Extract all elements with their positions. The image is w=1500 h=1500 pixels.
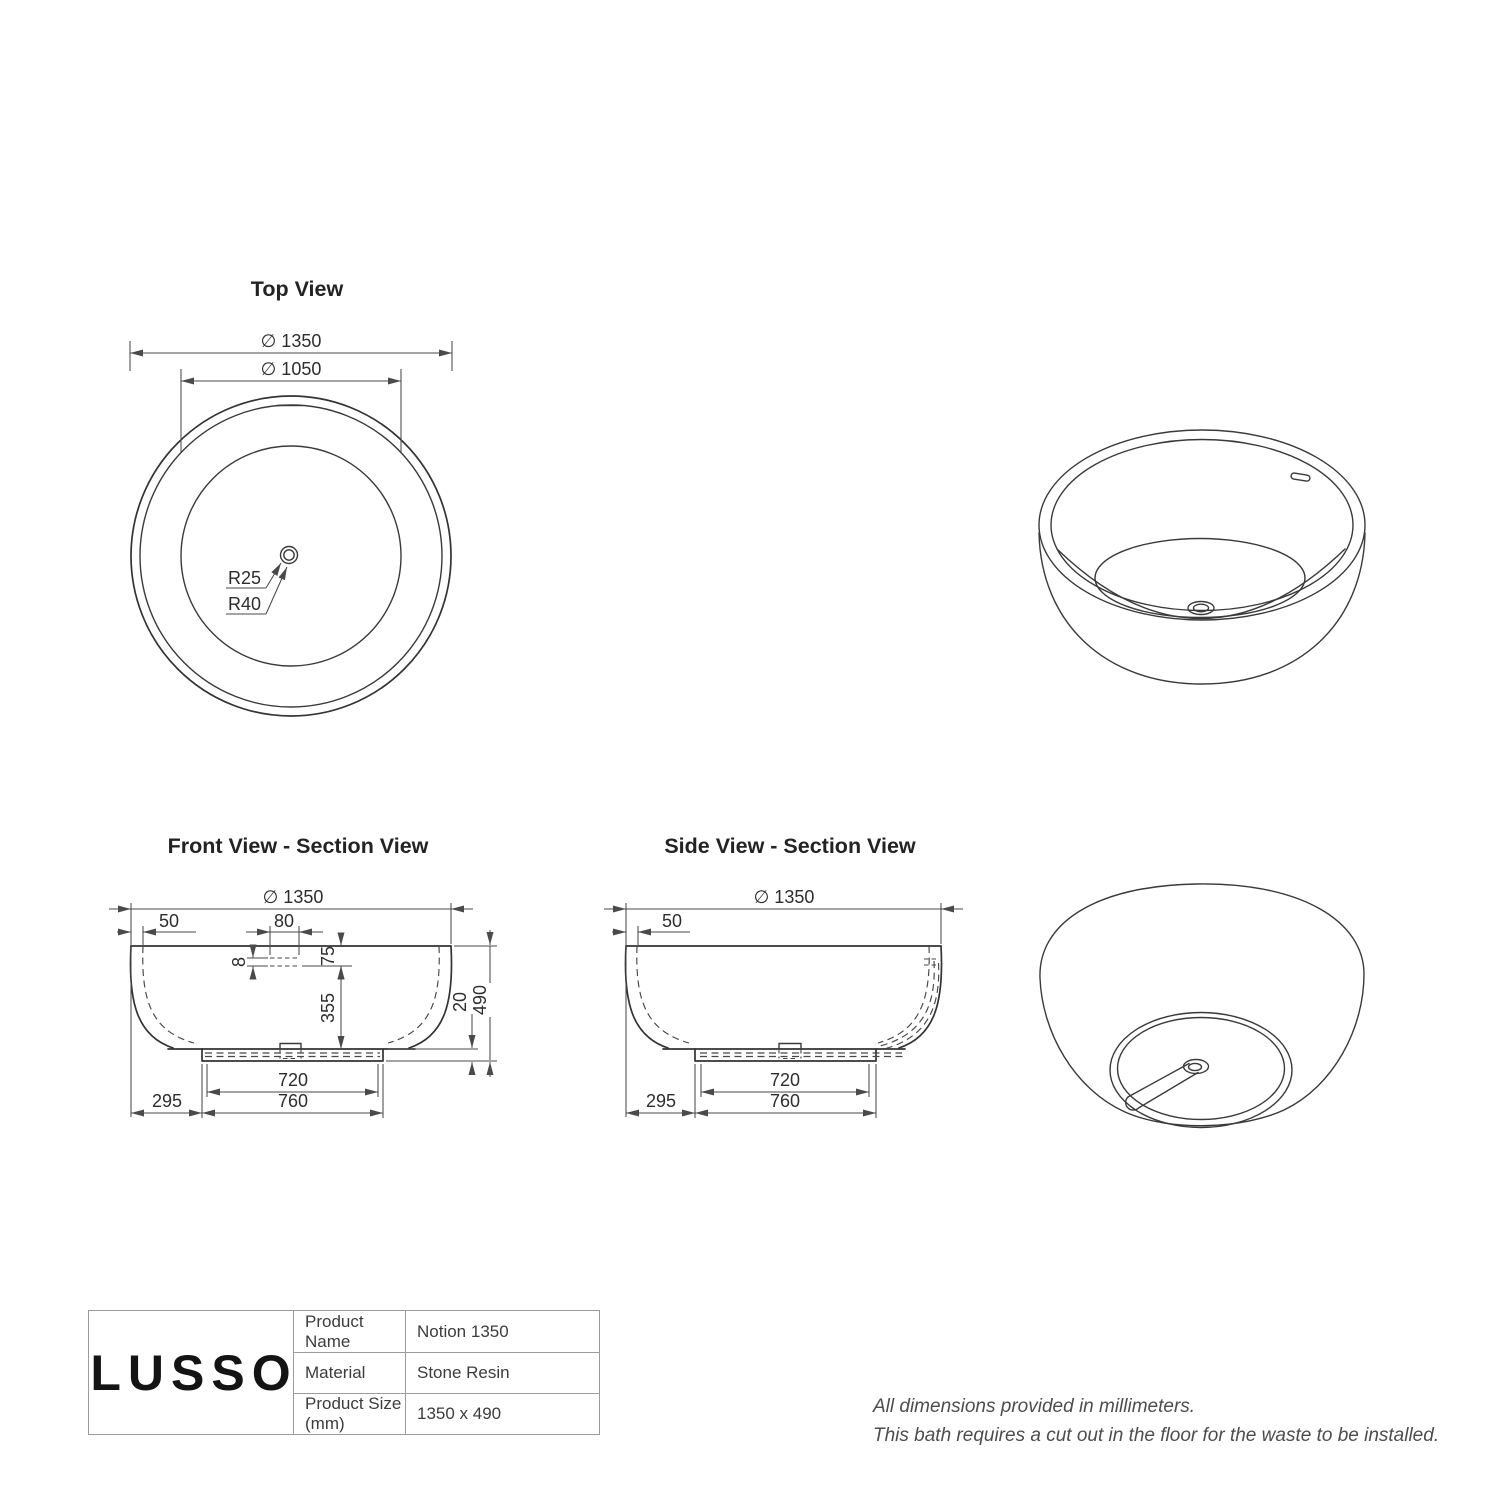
iso-outer-rim <box>1039 430 1365 620</box>
brand-logo: LUSSO <box>90 1344 298 1401</box>
dim-label: 760 <box>769 1091 801 1111</box>
dim-label: 760 <box>277 1091 309 1111</box>
side-left-wall-hidden <box>637 946 689 1043</box>
dim-label: 295 <box>151 1091 183 1111</box>
dim-front-rim <box>117 911 196 945</box>
dim-label: 80 <box>273 911 295 931</box>
note-waste-cutout: This bath requires a cut out in the floor for the waste to be installed. <box>873 1425 1440 1446</box>
iso-floor <box>1095 539 1305 618</box>
dim-label: 355 <box>318 992 338 1024</box>
dim-label: R40 <box>228 594 262 614</box>
dim-front-overflow-height <box>229 945 268 979</box>
iso-base-ring-outer <box>1110 1013 1292 1128</box>
iso-body <box>1039 533 1365 684</box>
top-view-title: Top View <box>250 277 344 301</box>
side-view-title: Side View - Section View <box>664 834 916 858</box>
iso-waste-channel-bottom <box>1139 1073 1199 1109</box>
side-overflow-channel-2 <box>884 963 939 1049</box>
iso-bottom-body <box>1040 884 1364 1126</box>
dim-front-height <box>386 930 497 1077</box>
front-right-wall-hidden <box>388 946 439 1043</box>
dim-label: 490 <box>470 984 490 1016</box>
iso-waste-channel-top <box>1128 1064 1189 1098</box>
iso-bottom-drain-outer <box>1184 1060 1209 1074</box>
front-left-wall-hidden <box>143 946 194 1043</box>
dim-label: 720 <box>277 1070 309 1090</box>
side-right-wall <box>899 946 942 1048</box>
tub-outer-rim-circle <box>131 396 451 716</box>
dim-label: ∅ 1050 <box>260 359 322 379</box>
spec-value-material: Stone Resin <box>405 1352 599 1393</box>
front-right-wall <box>409 946 452 1048</box>
notes <box>873 1392 1453 1450</box>
spec-label-material: Material <box>293 1352 405 1393</box>
dim-label: 50 <box>158 911 180 931</box>
side-left-wall <box>625 946 668 1048</box>
dim-label: ∅ 1350 <box>260 331 322 351</box>
spec-label-product-name: Product Name <box>293 1311 405 1352</box>
note-dimensions: All dimensions provided in millimeters. <box>873 1396 1196 1417</box>
front-view-title: Front View - Section View <box>167 834 429 858</box>
spec-label-product-size: Product Size (mm) <box>293 1393 405 1434</box>
front-base <box>202 1049 383 1061</box>
front-left-wall <box>130 946 173 1048</box>
dim-front-overflow-top <box>302 933 352 979</box>
top-view <box>130 277 452 716</box>
spec-value-product-size: 1350 x 490 <box>405 1393 599 1434</box>
iso-overflow-slot <box>1291 473 1311 482</box>
side-base <box>695 1049 876 1061</box>
dim-label: 295 <box>645 1091 677 1111</box>
dim-front-overflow-width <box>246 911 323 955</box>
iso-bottom-view <box>1040 884 1364 1128</box>
front-section-view <box>109 834 497 1118</box>
dim-label: 20 <box>450 991 470 1013</box>
dim-label: 8 <box>229 956 249 968</box>
waste-drain-inner <box>284 550 294 560</box>
dim-front-depth <box>318 966 341 1049</box>
iso-drain-outer <box>1188 602 1214 615</box>
dim-side-base-offset <box>626 1091 695 1113</box>
dim-label: 50 <box>661 911 683 931</box>
tub-inner-rim-circle <box>140 405 442 707</box>
waste-drain-outer <box>281 547 298 564</box>
spec-table <box>88 1310 600 1435</box>
side-overflow-channel-1 <box>880 961 934 1046</box>
dim-label: R25 <box>228 568 262 588</box>
dim-label: 720 <box>769 1070 801 1090</box>
iso-top-view <box>1039 430 1365 684</box>
iso-bottom-drain-inner <box>1189 1063 1202 1070</box>
dim-label: ∅ 1350 <box>753 887 815 907</box>
dim-front-base-offset <box>131 1091 202 1113</box>
spec-value-product-name: Notion 1350 <box>405 1311 599 1352</box>
dim-label: 75 <box>318 945 338 967</box>
dim-side-rim <box>612 911 690 945</box>
side-section-view <box>604 834 963 1118</box>
dim-top-radius-r25 <box>226 563 281 588</box>
tub-bowl-circle <box>181 446 401 666</box>
dim-label: ∅ 1350 <box>262 887 324 907</box>
iso-inner-wall <box>1057 549 1345 619</box>
